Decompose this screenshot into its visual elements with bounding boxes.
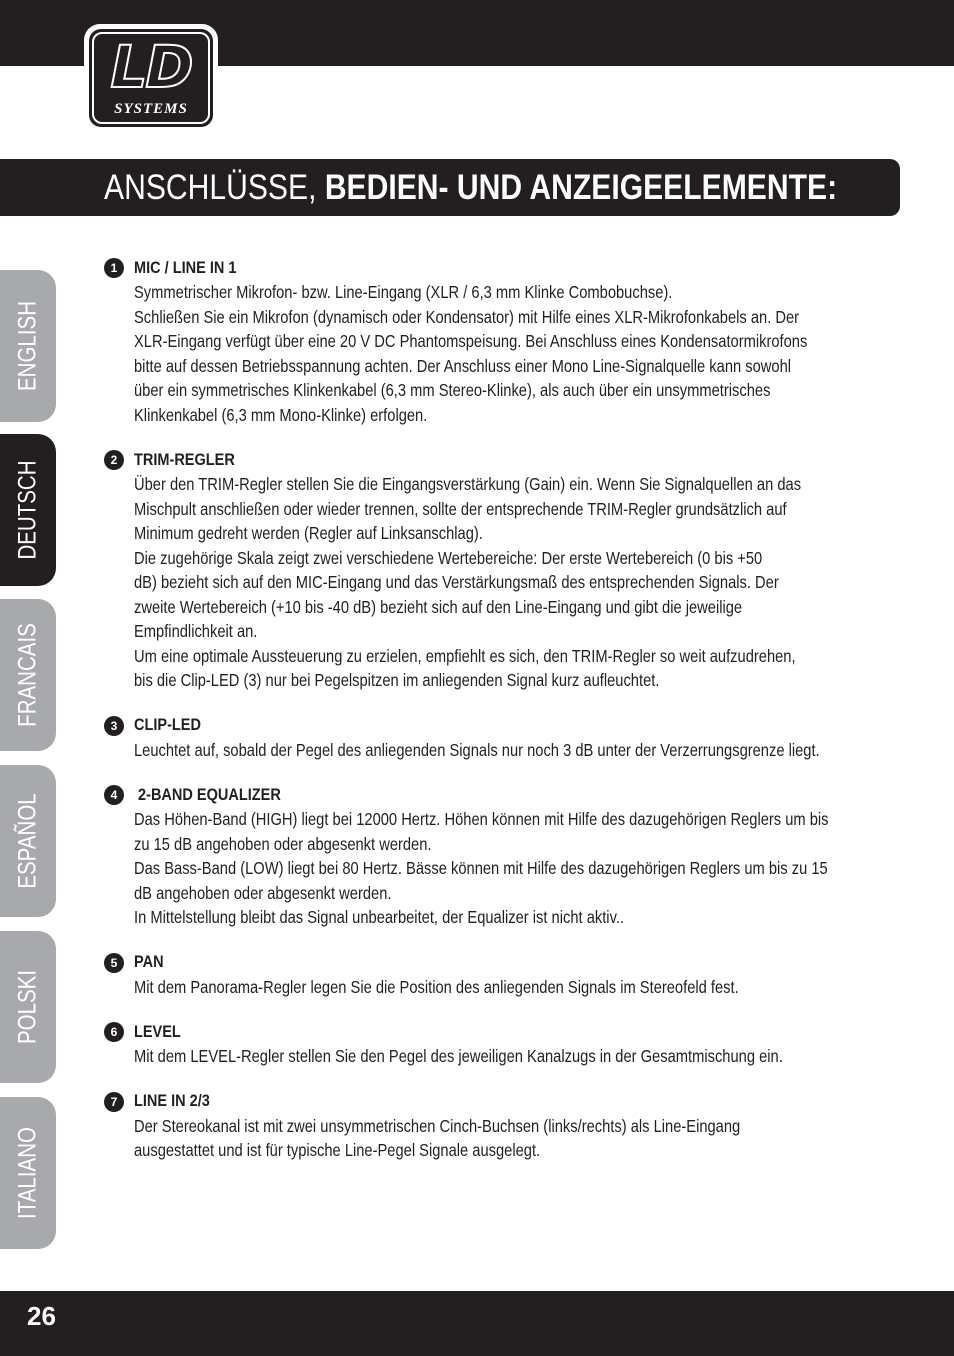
section-header [104, 1020, 854, 1044]
body-text-line: Empfindlichkeit an. [134, 621, 258, 641]
page-number: 26 [27, 1301, 56, 1331]
page-title-light: ANSCHLÜSSE, [104, 168, 317, 207]
body-text-line: Über den TRIM-Regler stellen Sie die Eingangsverstärkung (Gain) ein. Wenn Sie Signalquellen an das [134, 474, 802, 494]
tab-polski[interactable] [0, 931, 56, 1083]
body-text-line: dB) bezieht sich auf den MIC-Eingang und das Verstärkungsmaß des entsprechenden Signals. Der [134, 572, 779, 592]
body-text-line: bis die Clip-LED (3) nur bei Pegelspitzen im anliegenden Signal kurz aufleuchtet. [134, 670, 660, 690]
body-text-line: In Mittelstellung bleibt das Signal unbearbeitet, der Equalizer ist nicht aktiv.. [134, 907, 624, 927]
section-heading: 2-BAND EQUALIZER [134, 785, 281, 804]
tab-label: POLSKI [13, 969, 42, 1045]
tab-francais[interactable] [0, 599, 56, 751]
section-number-badge: 3 [104, 716, 124, 736]
section-header [104, 256, 854, 280]
section [104, 783, 854, 930]
body-text-line: Schließen Sie ein Mikrofon (dynamisch oder Kondensator) mit Hilfe eines XLR-Mikrofonkabels an. Der [134, 306, 800, 327]
body-text-line: Der Stereokanal ist mit zwei unsymmetrischen Cinch-Buchsen (links/rechts) als Line-Eingang [134, 1115, 741, 1136]
tab-español[interactable] [0, 765, 56, 917]
logo-main-text: LD [110, 33, 192, 101]
section-number-badge: 2 [104, 450, 124, 470]
body-text-line: XLR-Eingang verfügt über eine 20 V DC Phantomspeisung. Bei Anschluss eines Kondensatormikrofons [134, 331, 808, 351]
section [104, 1090, 854, 1163]
section-heading: CLIP-LED [134, 716, 201, 734]
body-text-line: bitte auf dessen Betriebsspannung achten. Der Anschluss einer Mono Line-Signalquelle kann sowohl [134, 355, 792, 376]
body-text-line: zu 15 dB angehoben oder abgesenkt werden. [134, 833, 432, 854]
logo-sub-text: SYSTEMS [114, 101, 188, 117]
section-number-badge: 6 [104, 1022, 124, 1042]
body-text-line: Das Höhen-Band (HIGH) liegt bei 12000 Hertz. Höhen können mit Hilfe des dazugehörigen Reglers um bis [134, 809, 829, 829]
section-body [134, 738, 854, 763]
section-body [134, 975, 854, 1000]
tab-english[interactable] [0, 270, 56, 422]
tab-label: FRANCAIS [13, 623, 42, 727]
tab-label: ENGLISH [13, 300, 42, 392]
tab-italiano[interactable] [0, 1097, 56, 1249]
body-text-line: zweite Wertebereich (+10 bis -40 dB) bezieht sich auf den Line-Eingang und gibt die jeweilige [134, 596, 743, 617]
body-text-line: Leuchtet auf, sobald der Pegel des anliegenden Signals nur noch 3 dB unter der Verzerrungsgrenze liegt. [134, 739, 820, 760]
body-text-line: Mit dem Panorama-Regler legen Sie die Position des anliegenden Signals im Stereofeld fest. [134, 976, 739, 997]
tab-deutsch[interactable] [0, 434, 56, 586]
tab-label: DEUTSCH [13, 460, 42, 560]
section-heading: MIC / LINE IN 1 [134, 258, 237, 277]
section-heading: LINE IN 2/3 [134, 1092, 210, 1110]
body-text-line: Minimum gedreht werden (Regler auf Linksanschlag). [134, 523, 483, 543]
body-text-line: Das Bass-Band (LOW) liegt bei 80 Hertz. Bässe können mit Hilfe des dazugehörigen Reglers um bis zu 15 [134, 858, 828, 878]
ld-systems-logo [84, 24, 218, 132]
section-body [134, 472, 854, 693]
section-heading: PAN [134, 953, 164, 971]
body-text-line: über ein symmetrisches Klinkenkabel (6,3 mm Stereo-Klinke), als auch über ein unsymmetrisches [134, 380, 771, 400]
body-text-line: Mischpult anschließen oder wieder trennen, sollte der entsprechende TRIM-Regler grundsätzlich auf [134, 498, 787, 519]
section [104, 951, 854, 1000]
page-title-bold: BEDIEN- UND ANZEIGEELEMENTE: [324, 168, 838, 207]
body-text-line: ausgestattet und ist für typische Line-Pegel Signale ausgelegt. [134, 1140, 541, 1160]
title-bar [0, 159, 900, 216]
section-number-badge: 1 [104, 258, 124, 278]
section-header [104, 951, 854, 975]
section-heading: TRIM-REGLER [134, 450, 235, 469]
section-body [134, 1114, 854, 1163]
section-number-badge: 5 [104, 953, 124, 973]
section-header [104, 714, 854, 738]
section-header [104, 783, 854, 807]
section-number-badge: 7 [104, 1092, 124, 1112]
section [104, 714, 854, 763]
section-body [134, 1044, 854, 1069]
body-text-line: Um eine optimale Aussteuerung zu erzielen, empfiehlt es sich, den TRIM-Regler so weit aufzudrehen, [134, 645, 796, 666]
footer-bar [0, 1291, 954, 1356]
tab-label: ESPAÑOL [13, 793, 42, 889]
page-title [104, 159, 837, 216]
body-text-line: dB angehoben oder abgesenkt werden. [134, 882, 392, 903]
body-text-line: Symmetrischer Mikrofon- bzw. Line-Eingang (XLR / 6,3 mm Klinke Combobuchse). [134, 282, 673, 302]
body-text-line: Die zugehörige Skala zeigt zwei verschiedene Wertebereiche: Der erste Wertebereich (0 bis +50 [134, 547, 763, 568]
section-header [104, 448, 854, 472]
section [104, 1020, 854, 1069]
section-header [104, 1090, 854, 1114]
content-area [104, 256, 854, 1184]
section-body [134, 280, 854, 427]
section-body [134, 807, 854, 930]
body-text-line: Mit dem LEVEL-Regler stellen Sie den Pegel des jeweiligen Kanalzugs in der Gesamtmischung ein. [134, 1046, 783, 1066]
section [104, 448, 854, 693]
body-text-line: Klinkenkabel (6,3 mm Mono-Klinke) erfolgen. [134, 404, 428, 425]
section [104, 256, 854, 427]
section-heading: LEVEL [134, 1022, 181, 1041]
tab-label: ITALIANO [13, 1127, 42, 1219]
section-number-badge: 4 [104, 785, 124, 805]
